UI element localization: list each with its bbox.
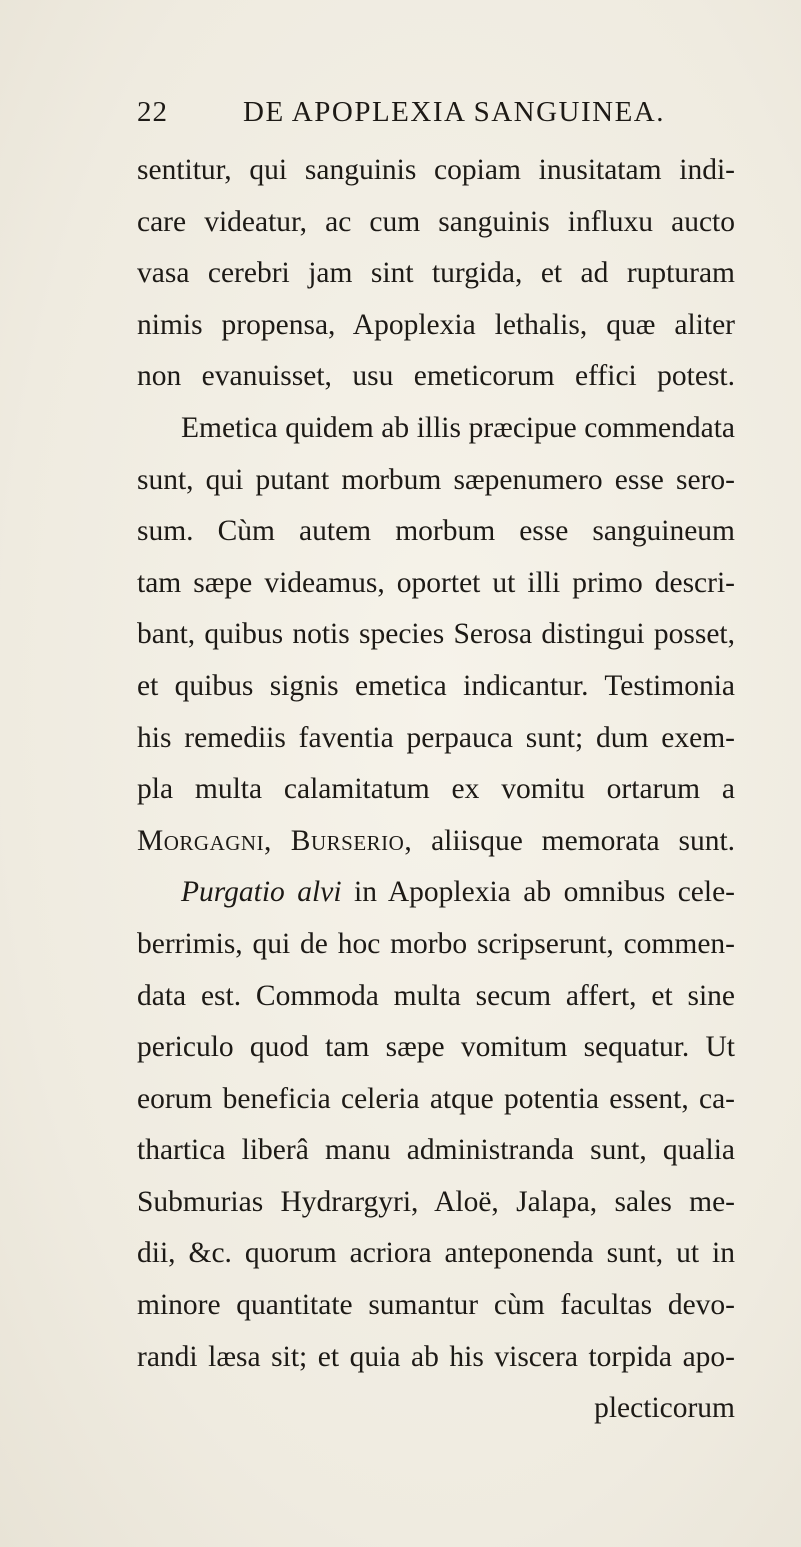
text-line: sentitur, qui sanguinis copiam inusitatam indi- (137, 154, 735, 186)
text-line: data est. Commoda multa secum affert, et sine (137, 979, 735, 1012)
page-header (137, 96, 697, 136)
text-line: bant, quibus notis species Serosa distingui posset, (137, 618, 735, 651)
text-line: care videatur, ac cum sanguinis influxu aucto (137, 205, 735, 238)
text-line: et quibus signis emetica indicantur. Testimonia (137, 669, 735, 702)
text-line-names (137, 816, 735, 868)
text-line: non evanuisset, usu emeticorum effici potest. (137, 360, 735, 393)
author-name-burserio: Burserio, (290, 824, 413, 857)
text-line: pla multa calamitatum ex vomitu ortarum a (137, 773, 735, 806)
body-text (137, 145, 735, 1435)
page-number: 22 (137, 96, 168, 128)
text-line: vasa cerebri jam sint turgida, et ad rupturam (137, 257, 735, 290)
text-line: his remediis faventia perpauca sunt; dum exem- (137, 721, 735, 754)
text-line: Submurias Hydrargyri, Aloë, Jalapa, sales me- (137, 1185, 735, 1218)
section-term-purgatio-alvi: Purgatio alvi (181, 876, 342, 909)
author-name-morgagni: Morgagni, (137, 824, 272, 857)
text-fragment: aliisque memorata sunt. (431, 824, 736, 857)
text-fragment: in Apoplexia ab omnibus cele- (354, 876, 735, 909)
text-line: dii, &c. quorum acriora anteponenda sunt, ut in (137, 1237, 735, 1270)
text-line: eorum beneficia celeria atque potentia essent, ca- (137, 1082, 735, 1115)
running-head: DE APOPLEXIA SANGUINEA. (243, 96, 665, 128)
text-line: sunt, qui putant morbum sæpenumero esse sero- (137, 463, 735, 496)
text-line: tam sæpe videamus, oportet ut illi primo descri- (137, 566, 735, 599)
text-line: nimis propensa, Apoplexia lethalis, quæ aliter (137, 308, 735, 341)
text-line: minore quantitate sumantur cùm facultas devo- (137, 1289, 735, 1322)
catchword: plecticorum (594, 1392, 735, 1425)
text-line: Emetica quidem ab illis præcipue commendata (181, 411, 735, 444)
text-line: thartica liberâ manu administranda sunt, qualia (137, 1134, 735, 1167)
text-line-heading (137, 867, 735, 919)
text-line: randi læsa sit; et quia ab his viscera torpida apo- (137, 1340, 735, 1373)
text-line: periculo quod tam sæpe vomitum sequatur. Ut (137, 1031, 735, 1064)
text-line: berrimis, qui de hoc morbo scripserunt, commen- (137, 927, 735, 960)
text-line: sum. Cùm autem morbum esse sanguineum (137, 515, 735, 548)
